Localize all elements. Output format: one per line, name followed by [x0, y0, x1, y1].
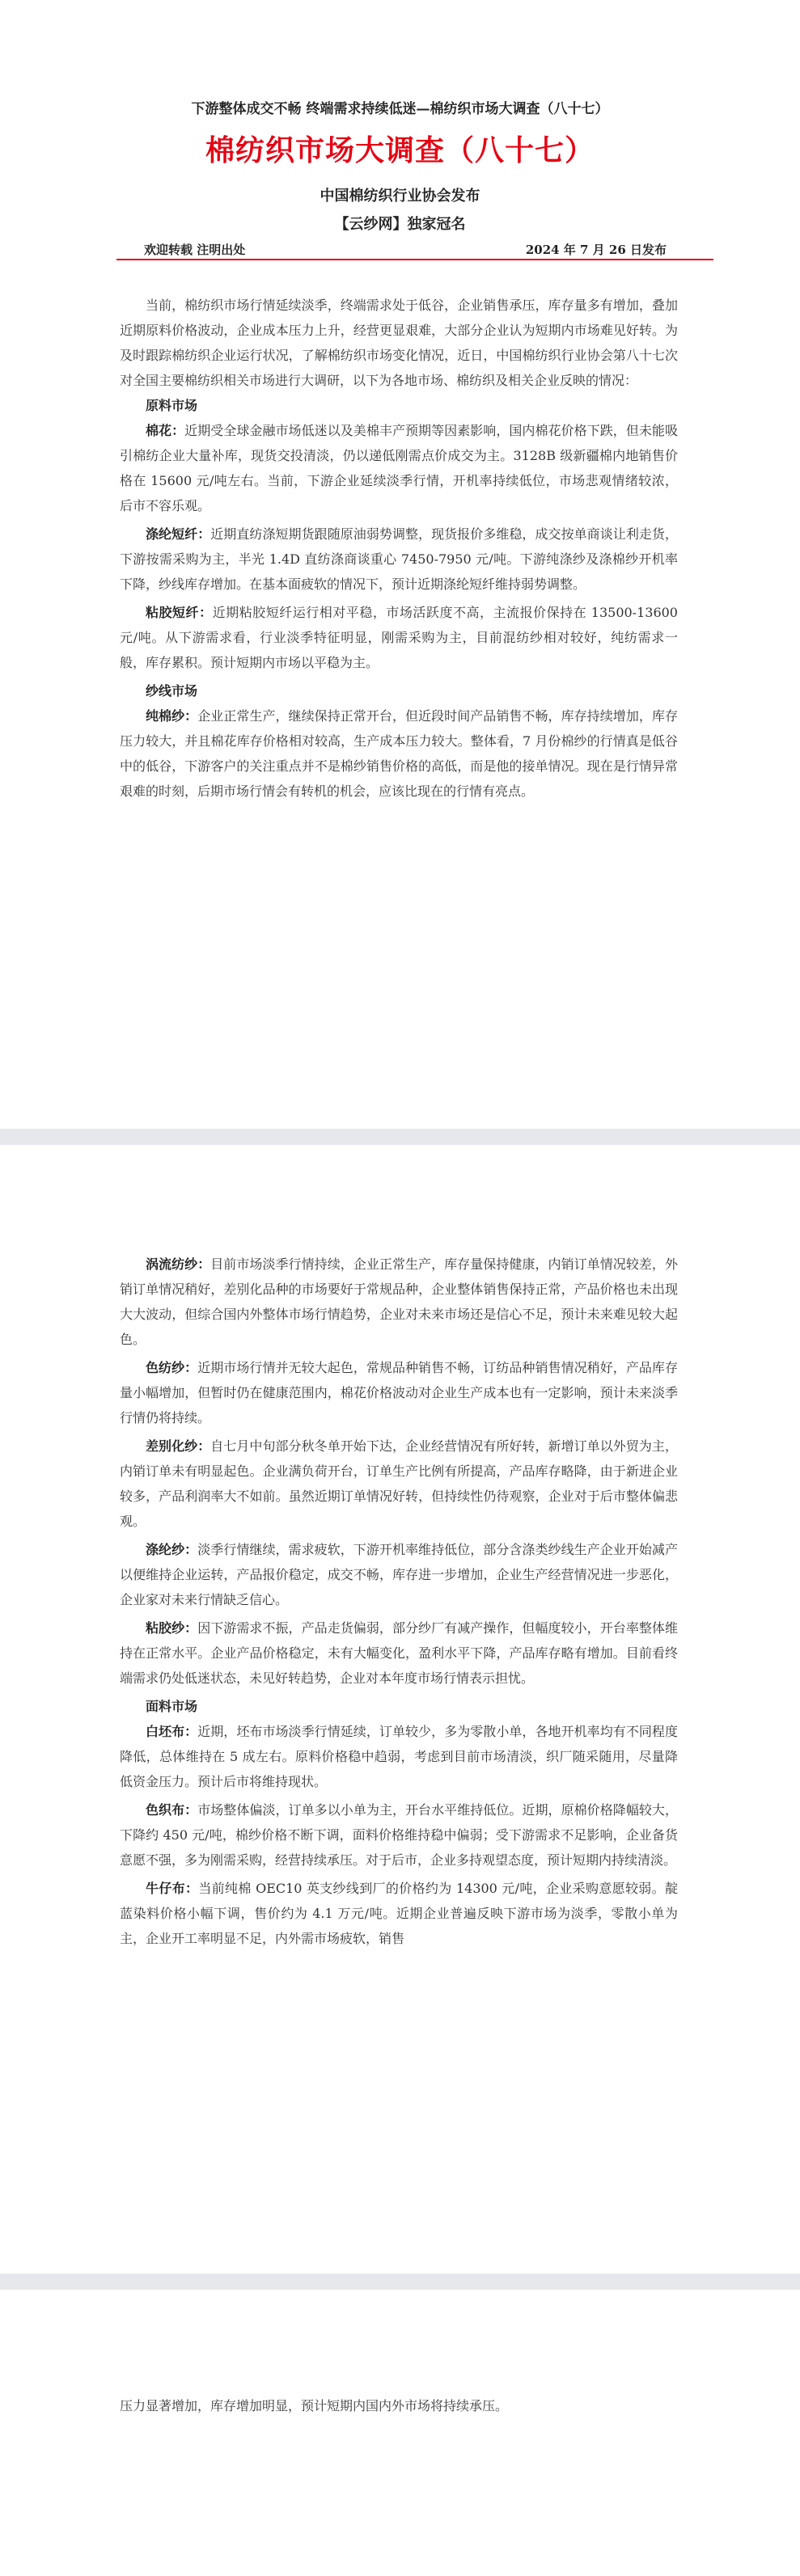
- item-label: 色纺纱：: [146, 1360, 198, 1375]
- item-yarn-dyed-fabric: [120, 1797, 678, 1873]
- item-viscose-yarn: [120, 1615, 678, 1691]
- item-text: 企业正常生产，继续保持正常开台，但近段时间产品销售不畅，库存持续增加，库存压力较大，并且棉花库存价格相对较高，生产成本压力较大。整体看，7 月份棉纱的行情真是低谷中的低谷，下游客户的关注重点并不是棉纱销售价格的高低，而是他的接单情况。现在是行情异常艰难的时刻，后期市场行情会有转机的机会，应该比现在的行情有亮点。: [120, 708, 678, 799]
- item-text: 近期市场行情并无较大起色，常规品种销售不畅，订纺品种销售情况稍好，产品库存量小幅增加，但暂时仍在健康范围内，棉花价格波动对企业生产成本也有一定影响，预计未来淡季行情仍将持续。: [120, 1360, 678, 1425]
- page-1-body: [120, 293, 678, 804]
- item-label: 棉花：: [146, 423, 185, 438]
- section-heading-yarn: 纱线市场: [146, 683, 198, 699]
- section-heading-fabric: 面料市场: [146, 1699, 198, 1714]
- report-supertitle: 下游整体成交不畅 终端需求持续低迷—棉纺织市场大调查（八十七）: [191, 101, 609, 117]
- repost-note: 欢迎转载 注明出处: [144, 243, 246, 257]
- item-polyester-staple: [120, 522, 678, 597]
- item-text: 近期粘胶短纤运行相对平稳，市场活跃度不高，主流报价保持在 13500-13600 元/吨。从下游需求看，行业淡季特征明显，刚需采购为主，目前混纺纱相对较好，纯纺需求一般，库存累积。预计短期内市场以平稳为主。: [120, 605, 678, 670]
- item-label: 涤纶短纤：: [146, 526, 211, 542]
- item-viscose-staple: [120, 600, 678, 675]
- document-page-1: [0, 0, 800, 1129]
- item-text: 自七月中旬部分秋冬单开始下达，企业经营情况有所好转，新增订单以外贸为主，内销订单未有明显起色。企业满负荷开台，订单生产比例有所提高，产品库存略降，由于新进企业较多，产品利润率大不如前。虽然近期订单情况好转，但持续性仍待观察，企业对于后市整体偏悲观。: [120, 1438, 678, 1529]
- item-colored-yarn: [120, 1355, 678, 1430]
- item-text: 近期受全球金融市场低迷以及美棉丰产预期等因素影响，国内棉花价格下跌，但未能吸引棉纺企业大量补库，现货交投清淡，仍以递低刚需点价成交为主。3128B 级新疆棉内地销售价格在 15600 元/吨左右。当前，下游企业延续淡季行情，开机率持续低位，市场悲观情绪较浓，后市不容乐观。: [120, 423, 678, 513]
- item-text: 淡季行情继续，需求疲软，下游开机率维持低位，部分含涤类纱线生产企业开始减产以便维持企业运转，产品报价稳定，成交不畅，库存进一步增加，企业生产经营情况进一步恶化，企业家对未来行情缺乏信心。: [120, 1542, 678, 1607]
- header-divider: [116, 259, 713, 260]
- section-heading-raw: 原料市场: [146, 398, 198, 413]
- item-greige-fabric: [120, 1719, 678, 1794]
- document-page-3: [0, 2290, 800, 2576]
- item-label: 差别化纱：: [146, 1438, 211, 1454]
- item-cotton: [120, 418, 678, 518]
- report-title: 棉纺织市场大调查（八十七）: [205, 133, 595, 167]
- item-label: 粘胶短纤：: [146, 605, 213, 620]
- item-label: 涡流纺纱：: [146, 1256, 211, 1272]
- item-label: 纯棉纱：: [146, 708, 198, 724]
- publish-date: 2024 年 7 月 26 日发布: [525, 243, 667, 257]
- item-text: 市场整体偏淡，订单多以小单为主，开台水平维持低位。近期，原棉价格降幅较大，下降约 450 元/吨，棉纱价格不断下调，面料价格维持稳中偏弱；受下游需求不足影响，企业备货意愿不强，多为刚需采购，经营持续承压。对于后市，企业多持观望态度，预计短期内持续清淡。: [120, 1802, 678, 1868]
- document-page-2: [0, 1145, 800, 2274]
- item-label: 涤纶纱：: [146, 1542, 198, 1557]
- item-label: 白坯布：: [146, 1724, 198, 1739]
- item-text: 目前市场淡季行情持续，企业正常生产，库存量保持健康，内销订单情况较差，外销订单情况稍好，差别化品种的市场要好于常规品种，企业整体销售保持正常，产品价格也未出现大大波动，但综合国内外整体市场行情趋势，企业对未来市场还是信心不足，预计未来难见较大起色。: [120, 1256, 678, 1347]
- item-text: 近期直纺涤短期货跟随原油弱势调整，现货报价多维稳，成交按单商谈让利走货，下游按需采购为主，半光 1.4D 直纺涤商谈重心 7450-7950 元/吨。下游纯涤纱及涤棉纱开机率下降，纱线库存增加。在基本面疲软的情况下，预计近期涤纶短纤维持弱势调整。: [120, 526, 678, 592]
- sponsor-line: 【云纱网】独家冠名: [334, 216, 466, 233]
- publisher-line: 中国棉纺织行业协会发布: [320, 188, 480, 205]
- page-2-body: [120, 1252, 678, 1951]
- item-vortex-yarn: [120, 1252, 678, 1352]
- item-label: 粘胶纱：: [146, 1620, 198, 1636]
- page-3-body: [120, 2393, 678, 2418]
- item-differentiated-yarn: [120, 1434, 678, 1534]
- item-text: 因下游需求不振，产品走货偏弱，部分纱厂有减产操作，但幅度较小，开台率整体维持在正常水平。企业产品价格稳定，未有大幅变化，盈利水平下降，产品库存略有增加。目前看终端需求仍处低迷状态，未见好转趋势，企业对本年度市场行情表示担忧。: [120, 1620, 678, 1686]
- intro-paragraph: 当前，棉纺织市场行情延续淡季，终端需求处于低谷，企业销售承压，库存量多有增加，叠加近期原料价格波动，企业成本压力上升，经营更显艰难，大部分企业认为短期内市场难见好转。为及时跟踪棉纺织企业运行状况，了解棉纺织市场变化情况，近日，中国棉纺织行业协会第八十七次对全国主要棉纺织相关市场进行大调研，以下为各地市场、棉纺织及相关企业反映的情况：: [120, 298, 678, 388]
- item-text: 近期，坯布市场淡季行情延续，订单较少，多为零散小单，各地开机率均有不同程度降低，总体维持在 5 成左右。原料价格稳中趋弱，考虑到目前市场清淡，织厂随采随用，尽量降低资金压力。预计后市将维持现状。: [120, 1724, 678, 1789]
- item-denim: [120, 1876, 678, 1951]
- item-denim-continued: 压力显著增加，库存增加明显，预计短期内国内外市场将持续承压。: [120, 2398, 509, 2413]
- item-text: 当前纯棉 OEC10 英支纱线到厂的价格约为 14300 元/吨，企业采购意愿较弱。靛蓝染料价格小幅下调，售价约为 4.1 万元/吨。近期企业普遍反映下游市场为淡季，零散小单为主，企业开工率明显不足，内外需市场疲软，销售: [120, 1881, 678, 1946]
- item-label: 牛仔布：: [146, 1881, 199, 1896]
- item-cotton-yarn: [120, 703, 678, 804]
- item-label: 色织布：: [146, 1802, 198, 1818]
- item-polyester-yarn: [120, 1537, 678, 1612]
